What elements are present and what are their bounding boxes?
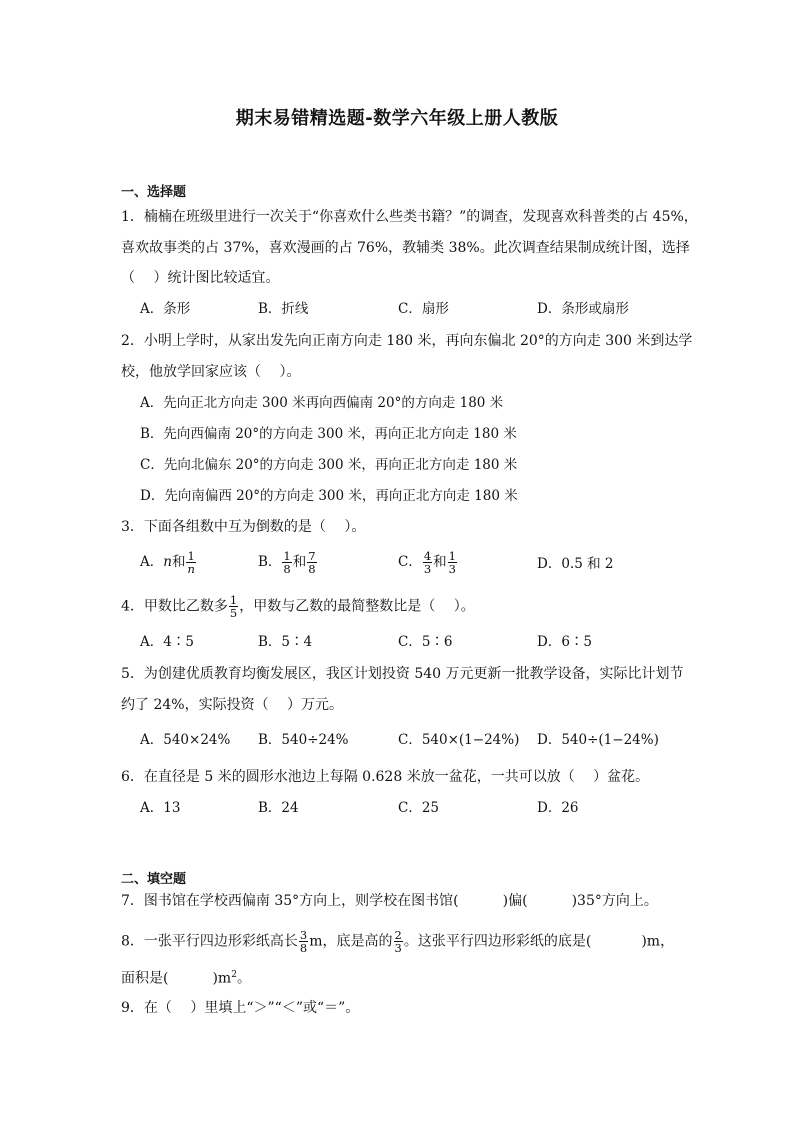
q3-b-and: 和	[292, 554, 307, 570]
q4-option-d[interactable]: D．6∶5	[537, 634, 593, 650]
q5-option-b[interactable]: B．540÷24%	[258, 732, 349, 748]
q3-text: 3．下面各组数中互为倒数的是（ ）。	[121, 519, 366, 535]
q5-option-d[interactable]: D．540÷(1−24%)	[537, 732, 659, 748]
q9-text: 9．在（ ）里填上“＞”“＜”或“＝”。	[121, 1000, 360, 1016]
q3-c-label: C．	[398, 554, 422, 570]
q8-part-3: 。这张平行四边形彩纸的底是(	[403, 933, 592, 950]
q3-options	[140, 550, 700, 580]
q3-option-d[interactable]: D．0.5 和 2	[537, 556, 614, 572]
q8-part-1: 8．一张平行四边形彩纸高长	[121, 933, 298, 950]
q2-line-1: 2．小明上学时，从家出发先向正南方向走 180 米，再向东偏北 20°的方向走 300 米到达学	[121, 333, 693, 349]
q7-text	[121, 891, 658, 911]
q4-text-after: ，甲数与乙数的最简整数比是（ ）。	[239, 598, 475, 615]
q8-line-2a: 面积是(	[121, 970, 169, 987]
q1-option-c[interactable]: C．扇形	[398, 301, 449, 317]
q3-c-and: 和	[433, 554, 447, 570]
q1-line-1: 1．楠楠在班级里进行一次关于“你喜欢什么些类书籍？”的调查，发现喜欢科普类的占 45%，	[121, 209, 698, 225]
q6-option-b[interactable]: B．24	[258, 800, 299, 816]
q6-text: 6．在直径是 5 米的圆形水池边上每隔 0.628 米放一盆花，一共可以放（ ）盆花。	[121, 769, 650, 785]
q3-c-fraction-2: $\frac{1}{3}$	[448, 549, 456, 576]
page-title: 期末易错精选题-数学六年级上册人教版	[235, 108, 559, 129]
q8-fraction-ratio: $\frac{2}{3}$	[394, 928, 402, 955]
q3-a-and: 和	[171, 554, 186, 570]
q7-part-1: 7．图书馆在学校西偏南 35°方向上，则学校在图书馆(	[121, 893, 459, 909]
q3-b-label: B．	[258, 554, 282, 570]
q5-line-2: 约了 24%，实际投资（ ）万元。	[121, 697, 344, 713]
q1-option-a[interactable]: A．条形	[140, 301, 191, 317]
q4-text	[121, 594, 475, 619]
q2-option-b[interactable]: B．先向西偏南 20°的方向走 300 米，再向正北方向走 180 米	[140, 426, 517, 442]
q5-line-1: 5．为创建优质教育均衡发展区，我区计划投资 540 万元更新一批教学设备，实际比计划节	[121, 666, 684, 682]
q3-a-fraction: $\frac{1}{n}$	[187, 549, 195, 576]
q2-option-c[interactable]: C．先向北偏东 20°的方向走 300 米，再向正北方向走 180 米	[140, 457, 518, 473]
q3-option-c[interactable]	[398, 550, 458, 575]
q8-line-2c: 。	[236, 970, 251, 987]
q6-option-a[interactable]: A．13	[140, 800, 181, 816]
q4-text-before: 4．甲数比乙数多	[121, 598, 228, 615]
q1-line-3: （ ）统计图比较适宜。	[121, 270, 280, 286]
q5-option-a[interactable]: A．540×24%	[140, 732, 231, 748]
q6-option-d[interactable]: D．26	[537, 800, 579, 816]
q4-option-b[interactable]: B．5∶4	[258, 634, 313, 650]
q3-b-fraction-2: $\frac{7}{8}$	[308, 549, 316, 576]
q8-line-1	[121, 929, 674, 954]
section-heading-fill-blank: 二、填空题	[121, 872, 187, 887]
q3-option-b[interactable]	[258, 550, 318, 575]
q2-option-a[interactable]: A．先向正北方向走 300 米再向西偏南 20°的方向走 180 米	[140, 395, 504, 411]
q7-part-2: )偏(	[502, 893, 528, 909]
q3-c-fraction-1: $\frac{4}{3}$	[423, 549, 432, 576]
q3-a-label: A．	[140, 554, 164, 570]
q8-part-2: m，底是高的	[309, 933, 393, 950]
q8-line-2	[121, 965, 251, 989]
q8-line-2b: )m	[212, 970, 232, 987]
q4-fraction: $\frac{1}{5}$	[229, 593, 238, 620]
q8-superscript: 2	[231, 970, 237, 980]
section-heading-choice: 一、选择题	[121, 185, 187, 200]
q2-option-d[interactable]: D．先向南偏西 20°的方向走 300 米，再向正北方向走 180 米	[140, 488, 518, 504]
q4-option-c[interactable]: C．5∶6	[398, 634, 453, 650]
q3-option-a[interactable]	[140, 550, 197, 575]
q4-option-a[interactable]: A．4∶5	[140, 634, 194, 650]
q1-option-d[interactable]: D．条形或扇形	[537, 301, 629, 317]
q6-option-c[interactable]: C．25	[398, 800, 440, 816]
q5-option-c[interactable]: C．540×(1−24%)	[398, 732, 520, 748]
q3-a-n: n	[163, 554, 172, 570]
q1-option-b[interactable]: B．折线	[258, 301, 309, 317]
q7-part-3: )35°方向上。	[571, 893, 658, 909]
q8-fraction-height: $\frac{3}{8}$	[299, 928, 308, 955]
q3-b-fraction-1: $\frac{1}{8}$	[283, 549, 291, 576]
q1-line-2: 喜欢故事类的占 37%，喜欢漫画的占 76%，教辅类 38%。此次调查结果制成统计图，选择	[121, 240, 690, 256]
q2-line-2: 校，他放学回家应该（ ）。	[121, 364, 301, 380]
q8-part-4: )m，	[641, 933, 675, 950]
